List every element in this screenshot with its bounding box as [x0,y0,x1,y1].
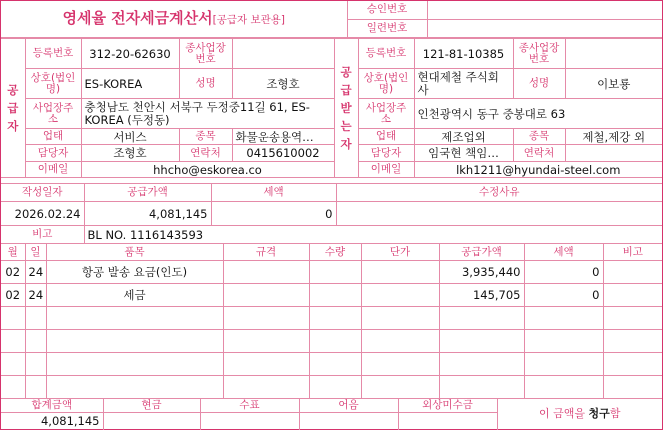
buyer-side-label: 공급받는자 [334,39,358,178]
buyer-item-label: 종목 [513,129,565,145]
items-table [1,243,662,399]
row-month [1,330,25,353]
buyer-business-label: 업태 [358,129,414,145]
supplier-email-label: 이메일 [25,162,81,178]
buyer-name: 현대제철 주식회사 [414,69,513,99]
buyer-item: 제철,제강 외 [565,129,662,145]
buyer-reg-no: 121-81-10385 [414,39,513,69]
table-row [1,284,662,307]
row-tax: 0 [524,261,603,284]
row-day: 24 [25,261,46,284]
reason-label: 수정사유 [336,184,662,202]
supply-total: 4,081,145 [84,202,211,226]
col-item: 품목 [46,244,223,261]
supplier-contact-label: 연락처 [179,145,232,162]
tax-total-label: 세액 [211,184,336,202]
col-supply: 공급가액 [439,244,524,261]
row-price [361,376,439,399]
total-amount-label: 합계금액 [1,399,103,413]
row-item [46,307,223,330]
table-row [1,376,662,399]
row-note [603,284,662,307]
row-spec [223,353,309,376]
invoice-header [1,1,662,38]
row-spec [223,307,309,330]
row-tax [524,376,603,399]
row-item [46,376,223,399]
col-tax: 세액 [524,244,603,261]
supplier-item-label: 종목 [179,129,232,145]
summary-table [1,183,662,244]
buyer-branch [565,39,662,69]
totals-table [1,398,662,430]
supplier-address: 충청남도 천안시 서북구 두정중11길 61, ES-KOREA (두정동) [81,99,334,129]
row-qty [309,284,361,307]
row-day: 24 [25,284,46,307]
row-note [603,307,662,330]
row-supply [439,353,524,376]
row-day [25,330,46,353]
col-spec: 규격 [223,244,309,261]
row-supply: 145,705 [439,284,524,307]
row-tax [524,353,603,376]
buyer-manager-label: 담당자 [358,145,414,162]
supplier-item: 화물운송용역… [232,129,334,145]
row-supply [439,307,524,330]
table-row [1,307,662,330]
claim-word: 청구 [588,407,610,421]
row-note [603,261,662,284]
row-spec [223,284,309,307]
approval-no-label: 승인번호 [347,1,427,19]
buyer-email-label: 이메일 [358,162,414,178]
buyer-business: 제조업외 [414,129,513,145]
title-text: 영세율 전자세금계산서 [62,8,213,27]
check-value [200,413,299,430]
row-day [25,376,46,399]
supplier-name-label: 상호(법인명) [25,69,81,99]
row-tax [524,330,603,353]
row-tax: 0 [524,284,603,307]
cash-value [103,413,200,430]
buyer-ceo: 이보룡 [565,69,662,99]
note-label: 비고 [1,226,84,244]
row-month [1,376,25,399]
row-note [603,376,662,399]
supply-total-label: 공급가액 [84,184,211,202]
row-month: 02 [1,261,25,284]
row-qty [309,307,361,330]
buyer-address-label: 사업장주소 [358,99,414,129]
claim-statement [497,399,662,430]
row-tax [524,307,603,330]
supplier-reg-no: 312-20-62630 [81,39,179,69]
buyer-ceo-label: 성명 [513,69,565,99]
buyer-manager: 임국현 책임… [414,145,513,162]
row-note [603,353,662,376]
supplier-address-label: 사업장주소 [25,99,81,129]
col-month: 월 [1,244,25,261]
invoice-title [1,1,347,37]
row-qty [309,261,361,284]
col-note: 비고 [603,244,662,261]
row-day [25,353,46,376]
supplier-side-label: 공급자 [1,39,25,178]
claim-prefix: 이 금액을 [539,407,586,421]
row-spec [223,261,309,284]
supplier-ceo: 조형호 [232,69,334,99]
issue-date: 2026.02.24 [1,202,84,226]
bill-label: 어음 [299,399,398,413]
supplier-business: 서비스 [81,129,179,145]
buyer-branch-label: 종사업장번호 [513,39,565,69]
claim-suffix: 함 [609,407,621,421]
supplier-name: ES-KOREA [81,69,179,99]
buyer-email: lkh1211@hyundai-steel.com [414,162,662,178]
row-price [361,307,439,330]
row-price [361,330,439,353]
table-row [1,353,662,376]
supplier-manager-label: 담당자 [25,145,81,162]
serial-no-label: 일련번호 [347,19,427,37]
credit-value [398,413,497,430]
serial-no-value [427,19,662,37]
buyer-name-label: 상호(법인명) [358,69,414,99]
tax-total: 0 [211,202,336,226]
table-row [1,261,662,284]
credit-label: 외상미수금 [398,399,497,413]
row-month [1,353,25,376]
supplier-branch [232,39,334,69]
bill-value [299,413,398,430]
row-price [361,284,439,307]
row-spec [223,330,309,353]
row-note [603,330,662,353]
supplier-email: hhcho@eskorea.co [81,162,334,178]
row-item [46,330,223,353]
row-month [1,307,25,330]
col-qty: 수량 [309,244,361,261]
row-qty [309,330,361,353]
row-supply: 3,935,440 [439,261,524,284]
row-supply [439,376,524,399]
check-label: 수표 [200,399,299,413]
buyer-address: 인천광역시 동구 중봉대로 63 [414,99,662,129]
buyer-contact [565,145,662,162]
row-supply [439,330,524,353]
col-price: 단가 [361,244,439,261]
table-row [1,330,662,353]
supplier-contact: 0415610002 [232,145,334,162]
row-qty [309,353,361,376]
row-month: 02 [1,284,25,307]
row-spec [223,376,309,399]
buyer-contact-label: 연락처 [513,145,565,162]
items-header-row [1,244,662,261]
title-note: [공급자 보관용] [212,13,285,26]
cash-label: 현금 [103,399,200,413]
row-qty [309,376,361,399]
supplier-branch-label: 종사업장번호 [179,39,232,69]
row-item: 항공 발송 요금(인도) [46,261,223,284]
buyer-reg-no-label: 등록번호 [358,39,414,69]
parties-table [1,38,662,178]
row-price [361,353,439,376]
row-item [46,353,223,376]
row-price [361,261,439,284]
supplier-ceo-label: 성명 [179,69,232,99]
total-amount: 4,081,145 [1,413,103,430]
date-label: 작성일자 [1,184,84,202]
reason-value [336,202,662,226]
supplier-manager: 조형호 [81,145,179,162]
approval-no-value [427,1,662,19]
row-item: 세금 [46,284,223,307]
row-day [25,307,46,330]
supplier-business-label: 업태 [25,129,81,145]
note-value: BL NO. 1116143593 [84,226,662,244]
col-day: 일 [25,244,46,261]
supplier-reg-no-label: 등록번호 [25,39,81,69]
